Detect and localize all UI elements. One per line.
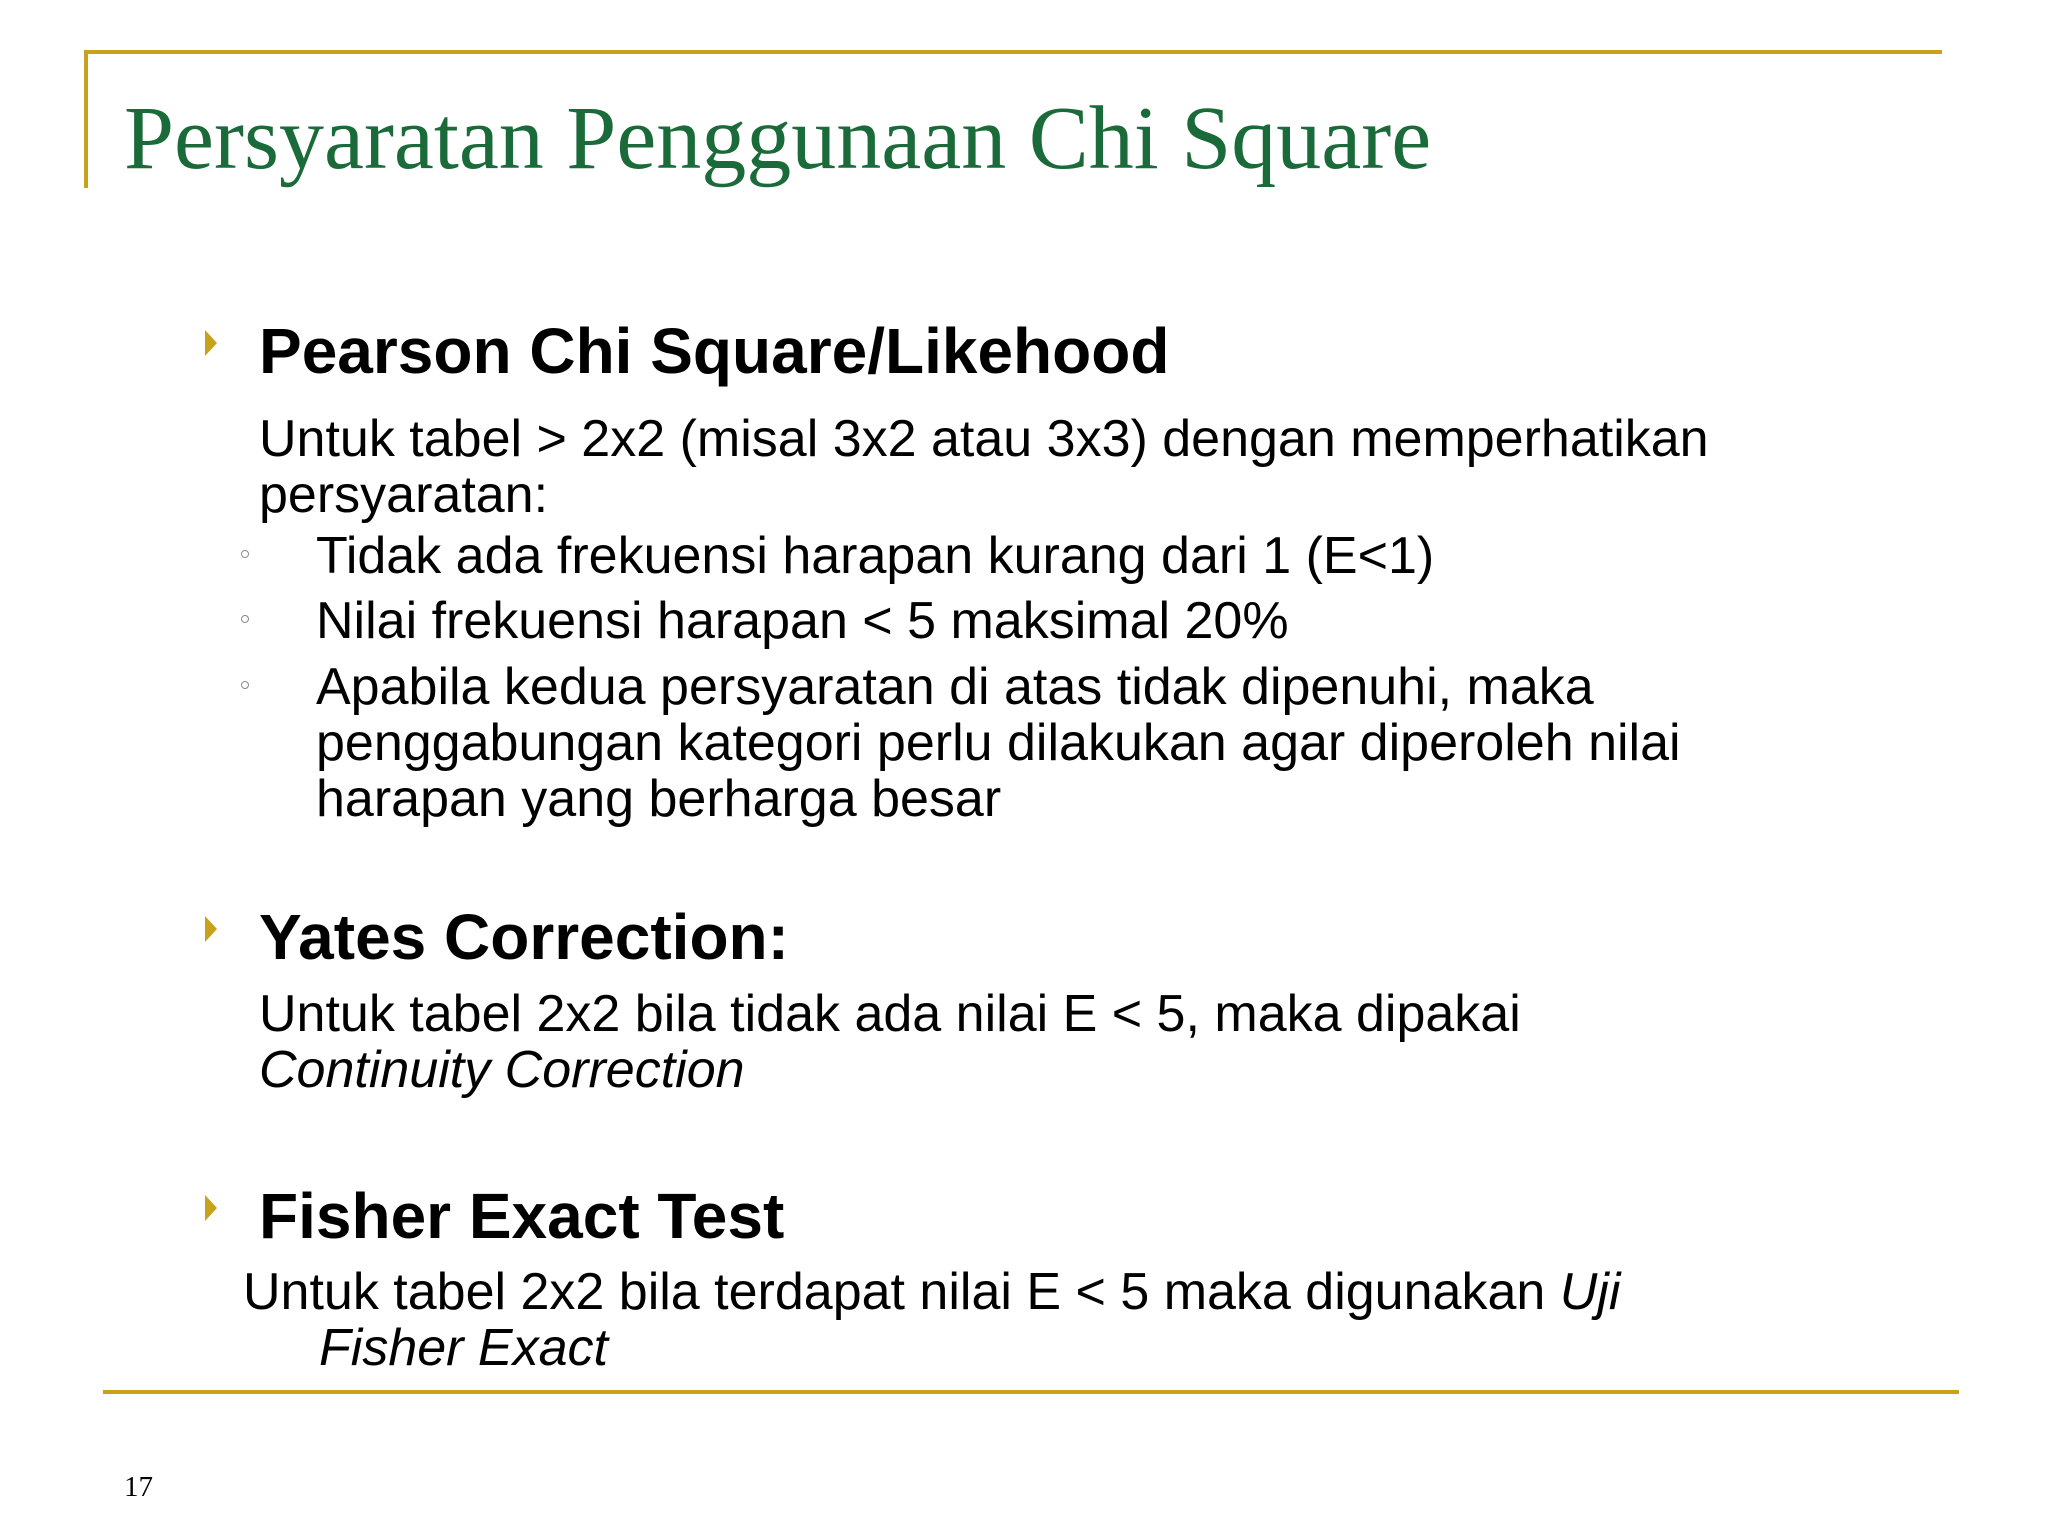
section-heading: Fisher Exact Test	[259, 1180, 785, 1252]
slide-title: Persyaratan Penggunaan Chi Square	[124, 89, 1432, 188]
left-accent-rule	[84, 50, 88, 188]
page-number: 17	[124, 1471, 153, 1503]
triangle-bullet-icon	[205, 330, 217, 356]
section-heading: Yates Correction:	[259, 901, 789, 973]
section-body	[243, 1264, 1979, 1376]
circle-bullet-icon	[241, 550, 249, 558]
section-body-text: Untuk tabel 2x2 bila tidak ada nilai E < 5, maka dipakai	[259, 985, 1521, 1043]
bottom-accent-rule	[103, 1390, 1959, 1394]
triangle-bullet-icon	[205, 1195, 217, 1221]
section-body-text: Untuk tabel 2x2 bila terdapat nilai E < 5 maka digunakan	[243, 1263, 1546, 1321]
section-body-italic: Continuity Correction	[259, 1041, 745, 1099]
triangle-bullet-icon	[205, 916, 217, 942]
circle-bullet-icon	[241, 615, 249, 623]
section-body	[259, 986, 1899, 1098]
section-body-italic: Fisher Exact	[319, 1319, 608, 1377]
circle-bullet-icon	[241, 681, 249, 689]
list-item-text: Tidak ada frekuensi harapan kurang dari 1 (E<1)	[316, 527, 1435, 585]
top-accent-rule	[84, 50, 1942, 54]
section-heading: Pearson Chi Square/Likehood	[259, 315, 1170, 387]
section-body-italic: Uji	[1559, 1263, 1621, 1321]
section-body: Untuk tabel > 2x2 (misal 3x2 atau 3x3) dengan memperhatikan persyaratan:	[259, 410, 1709, 524]
list-item-text: Apabila kedua persyaratan di atas tidak dipenuhi, maka penggabungan kategori perlu dilakukan agar diperoleh nilai harapan yang berharga besar	[316, 658, 1681, 828]
list-item-text: Nilai frekuensi harapan < 5 maksimal 20%	[316, 592, 1289, 650]
